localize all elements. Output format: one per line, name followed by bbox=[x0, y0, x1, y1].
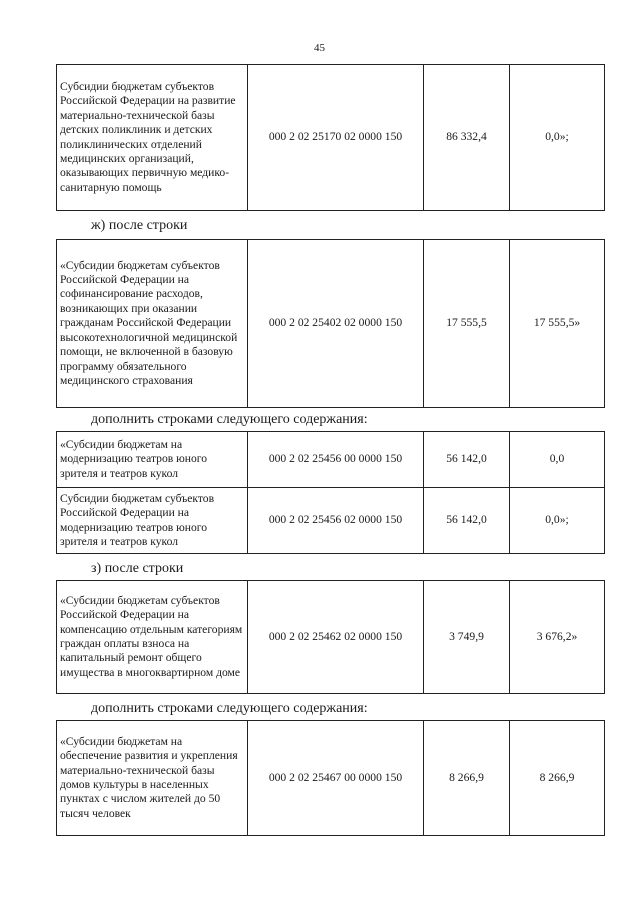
row-value-2: 0,0»; bbox=[510, 488, 605, 554]
table-row bbox=[57, 488, 605, 554]
row-code: 000 2 02 25467 00 0000 150 bbox=[248, 721, 424, 836]
row-code: 000 2 02 25456 02 0000 150 bbox=[248, 488, 424, 554]
row-value-1: 86 332,4 bbox=[424, 65, 510, 211]
table-row bbox=[57, 721, 605, 836]
row-value-1: 56 142,0 bbox=[424, 432, 510, 488]
instruction-text: дополнить строками следующего содержания: bbox=[91, 701, 368, 716]
subsidy-table bbox=[56, 239, 605, 408]
table-row bbox=[57, 432, 605, 488]
row-value-2: 3 676,2» bbox=[510, 581, 605, 694]
instruction-text: дополнить строками следующего содержания: bbox=[91, 412, 368, 427]
row-code: 000 2 02 25462 02 0000 150 bbox=[248, 581, 424, 694]
row-value-2: 8 266,9 bbox=[510, 721, 605, 836]
subsidy-table bbox=[56, 720, 605, 836]
row-value-1: 56 142,0 bbox=[424, 488, 510, 554]
row-value-1: 17 555,5 bbox=[424, 240, 510, 408]
table-row bbox=[57, 581, 605, 694]
row-description: «Субсидии бюджетам на обеспечение развития и укрепления материально-технической базы домов культуры в населенных пунктах с числом жителей до 50 тысяч человек bbox=[57, 721, 248, 836]
row-code: 000 2 02 25456 00 0000 150 bbox=[248, 432, 424, 488]
page-number: 45 bbox=[314, 42, 325, 54]
row-description: «Субсидии бюджетам субъектов Российской Федерации на компенсацию отдельным категориям граждан оплаты взноса на капитальный ремонт общего имущества в многоквартирном доме bbox=[57, 581, 248, 694]
row-value-2: 0,0»; bbox=[510, 65, 605, 211]
row-description: «Субсидии бюджетам субъектов Российской Федерации на софинансирование расходов, возникающих при оказании гражданам Российской Федерации высокотехнологичной медицинской помощи, не включенной в базовую программу обязательного медицинского страхования bbox=[57, 240, 248, 408]
row-description: Субсидии бюджетам субъектов Российской Федерации на модернизацию театров юного зрителя и театров кукол bbox=[57, 488, 248, 554]
row-description: «Субсидии бюджетам на модернизацию театров юного зрителя и театров кукол bbox=[57, 432, 248, 488]
table-row bbox=[57, 65, 605, 211]
row-value-1: 8 266,9 bbox=[424, 721, 510, 836]
row-value-2: 0,0 bbox=[510, 432, 605, 488]
row-code: 000 2 02 25402 02 0000 150 bbox=[248, 240, 424, 408]
subsidy-table bbox=[56, 64, 605, 211]
row-value-2: 17 555,5» bbox=[510, 240, 605, 408]
row-value-1: 3 749,9 bbox=[424, 581, 510, 694]
table-row bbox=[57, 240, 605, 408]
row-code: 000 2 02 25170 02 0000 150 bbox=[248, 65, 424, 211]
subsidy-table bbox=[56, 431, 605, 554]
row-description: Субсидии бюджетам субъектов Российской Федерации на развитие материально-технической базы детских поликлиник и детских поликлинических отделений медицинских организаций, оказывающих первичную медико-санитарную помощь bbox=[57, 65, 248, 211]
instruction-text: ж) после строки bbox=[91, 218, 188, 233]
subsidy-table bbox=[56, 580, 605, 694]
instruction-text: з) после строки bbox=[91, 561, 184, 576]
